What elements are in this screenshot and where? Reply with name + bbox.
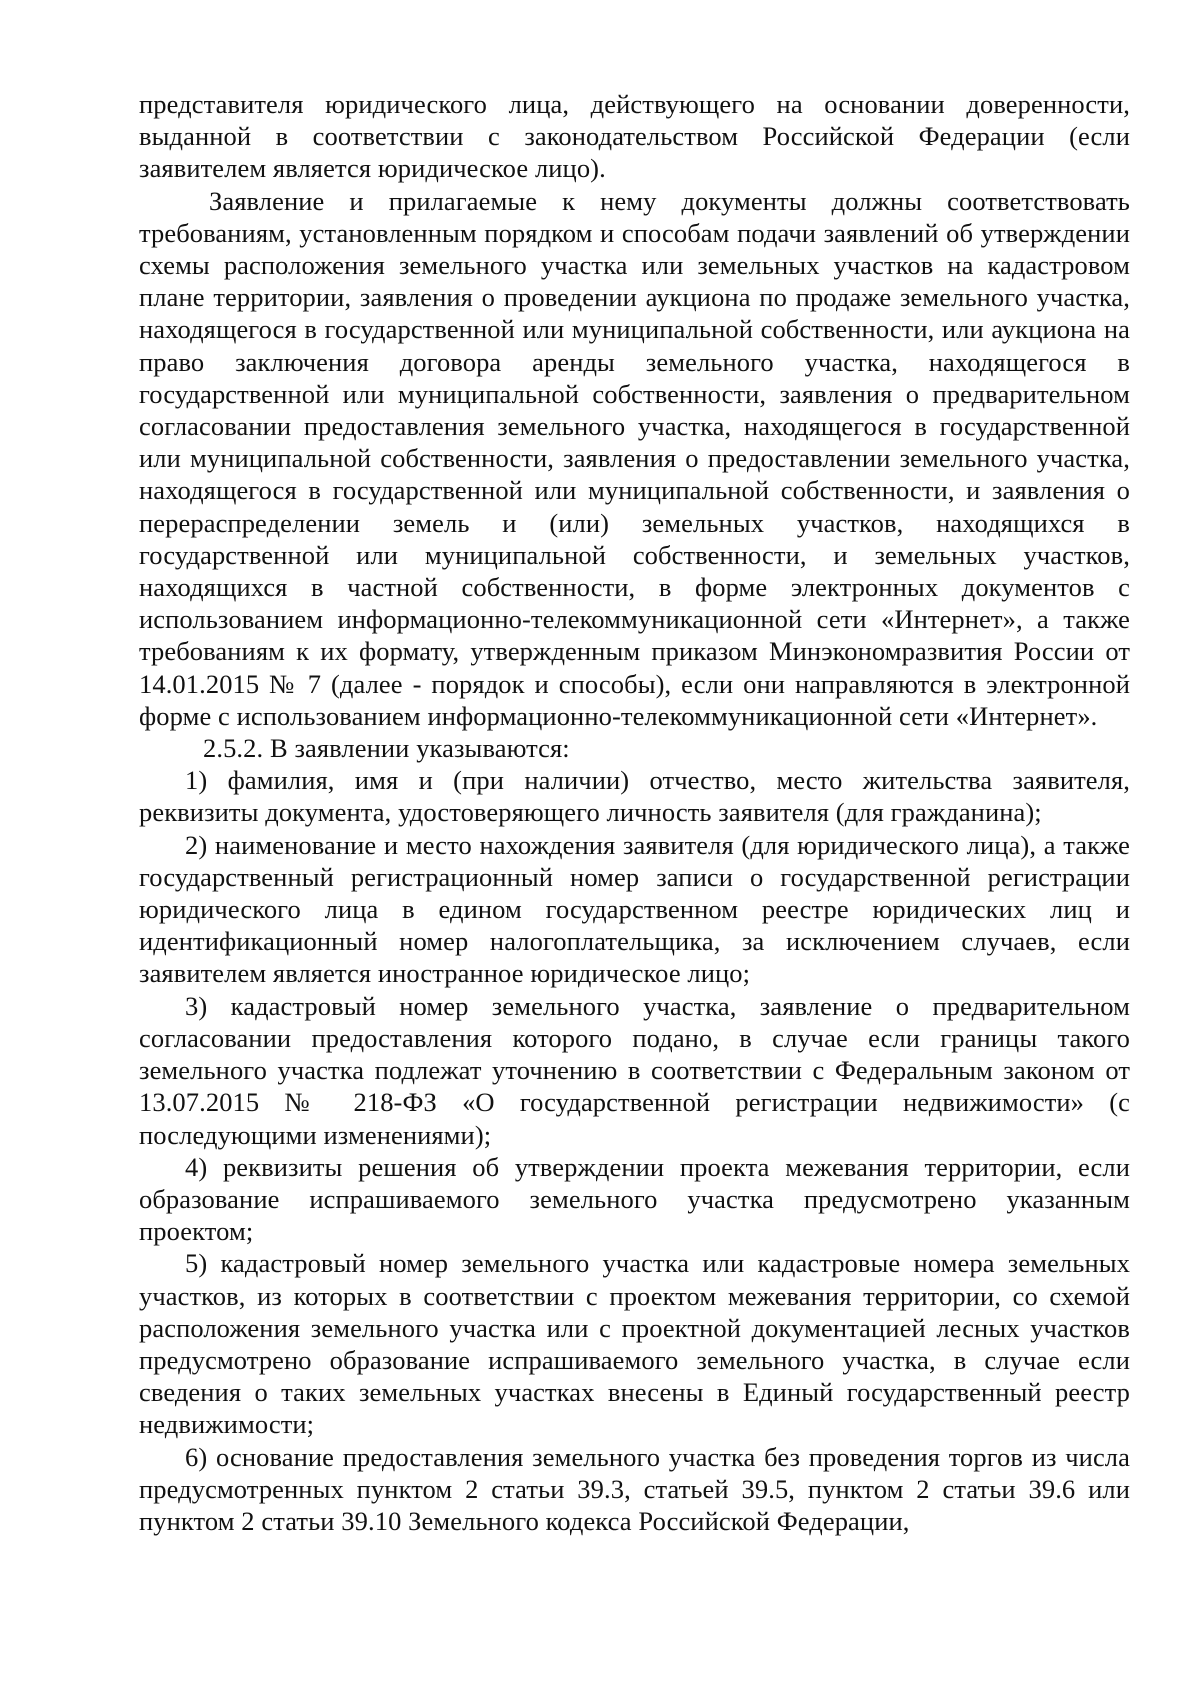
paragraph-representative: представителя юридического лица, действующего на основании доверенности, выданной в соответствии с законодательством Российской Федерации (если заявителем является юридическое лицо). [139, 89, 1130, 184]
list-item-4: 4) реквизиты решения об утверждении проекта межевания территории, если образование испрашиваемого земельного участка предусмотрено указанным проектом; [139, 1151, 1130, 1247]
list-item-3: 3) кадастровый номер земельного участка, заявление о предварительном согласовании предоставления которого подано, в случае если границы такого земельного участка подлежат уточнению в соответствии с Федеральным законом от 13.07.2015 № 218-ФЗ «О государственной регистрации недвижимости» (с последующими изменениями); [139, 990, 1130, 1150]
paragraph-application-requirements: Заявление и прилагаемые к нему документы должны соответствовать требованиям, установленным порядком и способам подачи заявлений об утверждении схемы расположения земельного участка или земельных участков на кадастровом плане территории, заявления о проведении аукциона по продаже земельного участка, находящегося в государственной или муниципальной собственности, или аукциона на право заключения договора аренды земельного участка, находящегося в государственной или муниципальной собственности, заявления о предварительном согласовании предоставления земельного участка, находящегося в государственной или муниципальной собственности, заявления о предоставлении земельного участка, находящегося в государственной или муниципальной собственности, и заявления о перераспределении земель и (или) земельных участков, находящихся в государственной или муниципальной собственности, и земельных участков, находящихся в частной собственности, в форме электронных документов с использованием информационно-телекоммуникационной сети «Интернет», а также требованиям к их формату, утвержденным приказом Минэкономразвития России от 14.01.2015 № 7 (далее - порядок и способы), если они направляются в электронной форме с использованием информационно-телекоммуникационной сети «Интернет». [139, 185, 1130, 731]
document-page [139, 88, 1130, 1537]
section-heading-2-5-2: 2.5.2. В заявлении указываются: [203, 733, 570, 764]
list-item-1: 1) фамилия, имя и (при наличии) отчество, место жительства заявителя, реквизиты документа, удостоверяющего личность заявителя (для гражданина); [139, 765, 1130, 828]
list-item-6: 6) основание предоставления земельного участка без проведения торгов из числа предусмотренных пунктом 2 статьи 39.3, статьей 39.5, пунктом 2 статьи 39.6 или пунктом 2 статьи 39.10 Земельного кодекса Российской Федерации, [139, 1441, 1130, 1536]
list-item-5: 5) кадастровый номер земельного участка или кадастровые номера земельных участков, из которых в соответствии с проектом межевания территории, со схемой расположения земельного участка или с проектной документацией лесных участков предусмотрено образование испрашиваемого земельного участка, в случае если сведения о таких земельных участках внесены в Единый государственный реестр недвижимости; [139, 1248, 1130, 1440]
list-item-2: 2) наименование и место нахождения заявителя (для юридического лица), а также государственный регистрационный номер записи о государственной регистрации юридического лица в едином государственном реестре юридических лиц и идентификационный номер налогоплательщика, за исключением случаев, если заявителем является иностранное юридическое лицо; [139, 829, 1130, 989]
